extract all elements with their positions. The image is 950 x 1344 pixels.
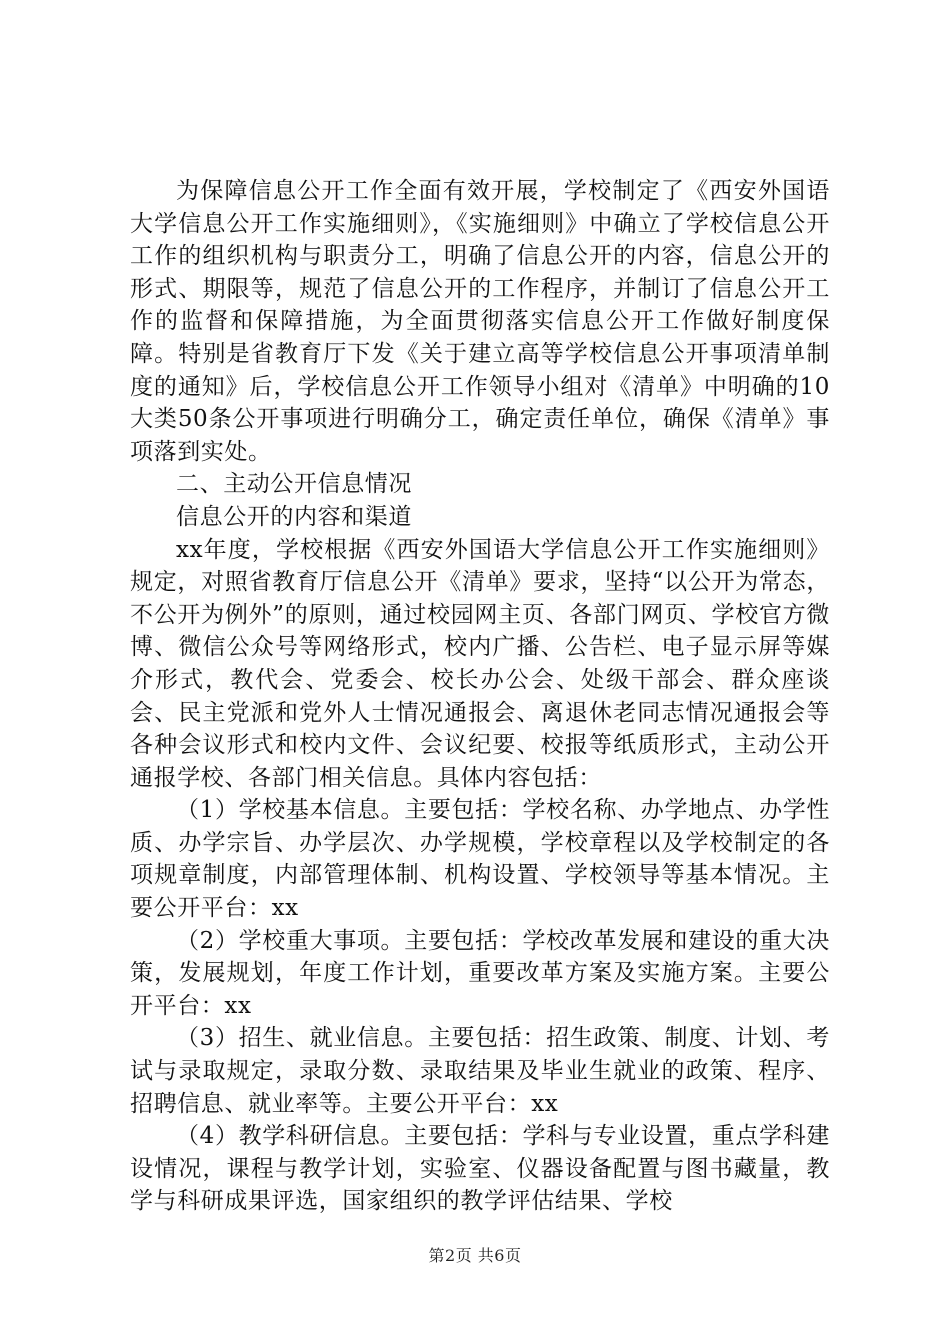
list-item-admissions: （3）招生、就业信息。主要包括：招生政策、制度、计划、考试与录取规定，录取分数、录取结果及毕业生就业的政策、程序、招聘信息、就业率等。主要公开平台：xx <box>130 1025 830 1117</box>
section-heading: 二、主动公开信息情况 <box>176 471 412 498</box>
list-item-teaching-research: （4）教学科研信息。主要包括：学科与专业设置，重点学科建设情况，课程与教学计划，实验室、仪器设备配置与图书藏量，教学与科研成果评选，国家组织的教学评估结果、学校 <box>130 1123 830 1215</box>
subsection-heading: 信息公开的内容和渠道 <box>176 503 412 530</box>
document-body <box>130 175 830 1218</box>
paragraph-channels: xx年度，学校根据《西安外国语大学信息公开工作实施细则》规定，对照省教育厅信息公开《清单》要求，坚持“以公开为常态，不公开为例外”的原则，通过校园网主页、各部门网页、学校官方微博、微信公众号等网络形式，校内广播、公告栏、电子显示屏等媒介形式，教代会、党委会、校长办公会、处级干部会、群众座谈会、民主党派和党外人士情况通报会、离退休老同志情况通报会等各种会议形式和校内文件、会议纪要、校报等纸质形式，主动公开通报学校、各部门相关信息。具体内容包括： <box>130 536 830 791</box>
paragraph-regulations: 为保障信息公开工作全面有效开展，学校制定了《西安外国语大学信息公开工作实施细则》，《实施细则》中确立了学校信息公开工作的组织机构与职责分工，明确了信息公开的内容，信息公开的形式、期限等，规范了信息公开的工作程序，并制订了信息公开工作的监督和保障措施，为全面贯彻落实信息公开工作做好制度保障。特别是省教育厅下发《关于建立高等学校信息公开事项清单制度的通知》后，学校信息公开工作领导小组对《清单》中明确的10大类50条公开事项进行明确分工，确定责任单位，确保《清单》事项落到实处。 <box>130 178 830 465</box>
list-item-basic-info: （1）学校基本信息。主要包括：学校名称、办学地点、办学性质、办学宗旨、办学层次、办学规模，学校章程以及学校制定的各项规章制度，内部管理体制、机构设置、学校领导等基本情况。主要公开平台：xx <box>130 797 830 922</box>
page-footer: 第2页 共6页 <box>428 1246 522 1265</box>
list-item-major-matters: （2）学校重大事项。主要包括：学校改革发展和建设的重大决策，发展规划，年度工作计划，重要改革方案及实施方案。主要公开平台：xx <box>130 927 830 1019</box>
